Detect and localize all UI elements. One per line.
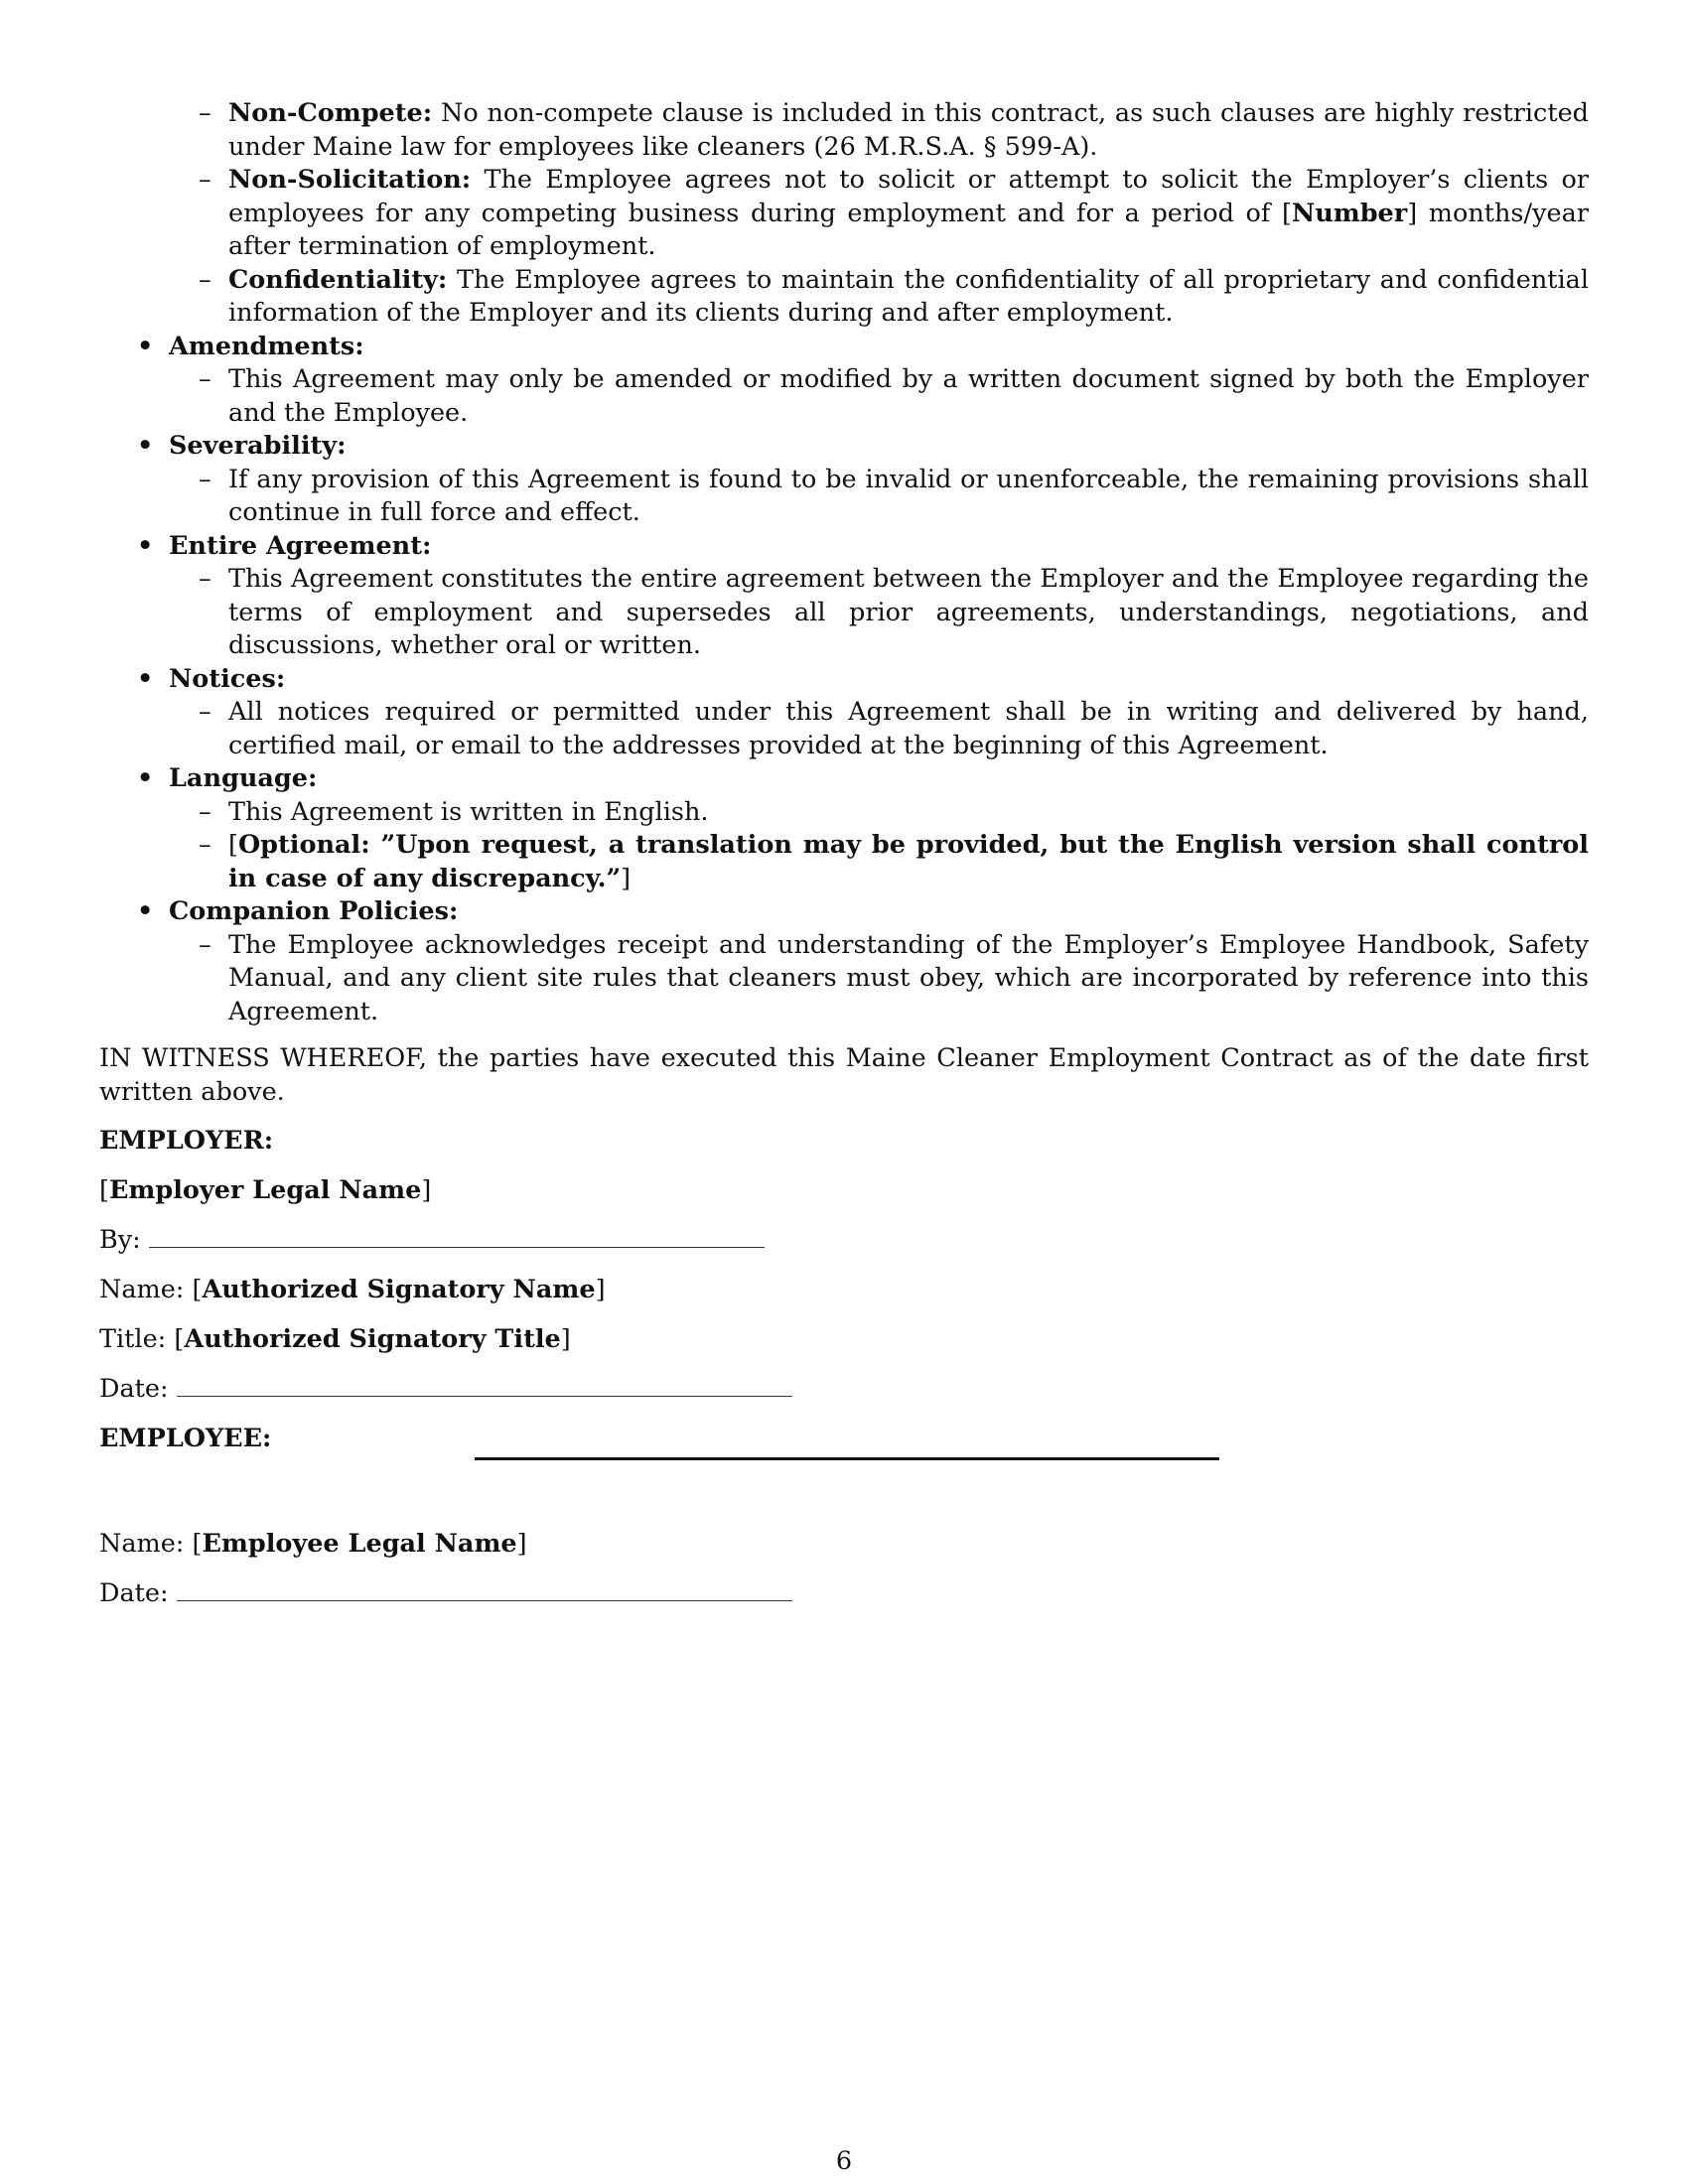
close-bracket: ] [421,1175,432,1205]
item-text: This Agreement is written in English. [228,796,709,827]
open-bracket: [ [192,1275,203,1304]
section-sublist [99,696,1589,762]
section-sublist [99,363,1589,430]
dash-marker: – [199,929,211,960]
list-item [99,929,1589,1029]
employer-date-row [99,1373,1589,1407]
item-text: All notices required or permitted under this Agreement shall be in writing and delivered by hand, certified mail, or email to the addresses provided at the beginning of this Agreement. [228,697,1589,760]
item-text: This Agreement may only be amended or modified by a written document signed by both the Employer and the Employee. [228,364,1589,428]
item-text: The Employee acknowledges receipt and understanding of the Employer’s Employee Handbook, Safety Manual, and any client site rules that cleaners must obey, which are incorporated by reference into this Agreement. [228,929,1589,1026]
open-bracket: [ [1281,198,1292,228]
item-label: Non-Compete: [228,98,433,128]
bullet-marker: • [137,331,154,361]
bullet-marker: • [137,663,154,694]
bullet-marker: • [137,896,154,926]
dash-marker: – [199,830,211,860]
section-heading: Language: [169,763,318,793]
section-heading: Companion Policies: [169,896,459,926]
dash-marker: – [199,98,211,128]
section-sublist [99,563,1589,663]
employer-by-row [99,1224,1589,1258]
list-item-non-solicitation [99,164,1589,264]
by-label: By: [99,1225,141,1255]
list-item [99,563,1589,663]
bullet-marker: • [137,763,154,793]
name-label: Name: [99,1275,185,1304]
section-heading: Severability: [169,431,347,461]
employer-heading: EMPLOYER: [99,1126,274,1156]
close-bracket: ] [1407,198,1418,228]
dash-marker: – [199,564,211,594]
item-label: Non-Solicitation: [228,165,472,195]
bullet-marker: • [137,431,154,461]
item-text: months/year after termination of employment. [228,198,1589,261]
document-page [99,97,1589,1611]
list-item-non-compete [99,97,1589,164]
close-bracket: ] [560,1324,571,1354]
section-language [99,762,1589,895]
list-item-confidentiality [99,264,1589,331]
employer-legal-name [99,1174,1589,1208]
list-item-optional [99,829,1589,895]
employer-title-row [99,1323,1589,1357]
item-text: If any provision of this Agreement is found to be invalid or unenforceable, the remaining provisions shall continue in full force and effect. [228,464,1589,527]
close-bracket: ] [516,1529,527,1559]
signatory-title: Authorized Signatory Title [184,1324,561,1354]
section-list [99,331,1589,1029]
employee-legal-name: Employee Legal Name [202,1529,517,1559]
employer-date-line[interactable] [177,1395,792,1397]
section-severability [99,430,1589,530]
open-bracket: [ [228,830,238,860]
date-label: Date: [99,1374,169,1404]
top-sublist [99,97,1589,331]
section-companion-policies [99,895,1589,1028]
close-bracket: ] [621,863,632,893]
employee-date-line[interactable] [177,1599,792,1601]
section-sublist [99,464,1589,530]
name-label: Name: [99,1529,185,1559]
section-notices [99,663,1589,763]
section-sublist [99,796,1589,896]
close-bracket: ] [595,1275,606,1304]
item-text: No non-compete clause is included in this contract, as such clauses are highly restricted under Maine law for employees like cleaners (26 M.R.S.A. § 599-A). [228,98,1589,162]
employer-signature-line[interactable] [149,1246,765,1248]
witness-clause: IN WITNESS WHEREOF, the parties have executed this Maine Cleaner Employment Contract as of the date first written above. [99,1043,1589,1107]
item-text: The Employee agrees not to solicit or attempt to solicit the Employer’s clients or employees for any competing business during employment and for a period of [228,165,1589,228]
employee-heading: EMPLOYEE: [99,1424,272,1453]
signatory-name: Authorized Signatory Name [202,1275,596,1304]
dash-marker: – [199,796,211,827]
bullet-marker: • [137,530,154,561]
list-item [99,796,1589,830]
section-heading: Entire Agreement: [169,530,432,561]
employee-signature-line[interactable] [475,1457,1219,1460]
list-item [99,464,1589,530]
open-bracket: [ [99,1175,109,1205]
employee-name-row [99,1528,1589,1562]
section-entire-agreement [99,530,1589,663]
open-bracket: [ [192,1529,203,1559]
dash-marker: – [199,697,211,727]
dash-marker: – [199,165,211,195]
section-heading: Amendments: [169,331,364,361]
section-amendments [99,331,1589,431]
section-heading: Notices: [169,663,286,694]
title-label: Title: [99,1324,167,1354]
item-text: This Agreement constitutes the entire agreement between the Employer and the Employee regarding the terms of employment and supersedes all prior agreements, understandings, negotiations, and discussions, whether oral or written. [228,564,1589,660]
item-text: The Employee agrees to maintain the confidentiality of all proprietary and confidential information of the Employer and its clients during and after employment. [228,264,1590,328]
list-item [99,696,1589,762]
placeholder-number: Number [1291,198,1408,228]
dash-marker: – [199,464,211,494]
employee-date-row [99,1577,1589,1611]
section-sublist [99,929,1589,1029]
dash-marker: – [199,364,211,394]
employer-legal-name-value: Employer Legal Name [108,1175,422,1205]
employer-name-row [99,1274,1589,1307]
item-label: Confidentiality: [228,264,448,295]
open-bracket: [ [174,1324,185,1354]
list-item [99,363,1589,430]
date-label: Date: [99,1578,169,1608]
page-number: 6 [835,2146,853,2176]
dash-marker: – [199,264,211,295]
optional-text: Optional: ”Upon request, a translation may be provided, but the English version shall control in case of any discrepancy.” [228,830,1589,893]
